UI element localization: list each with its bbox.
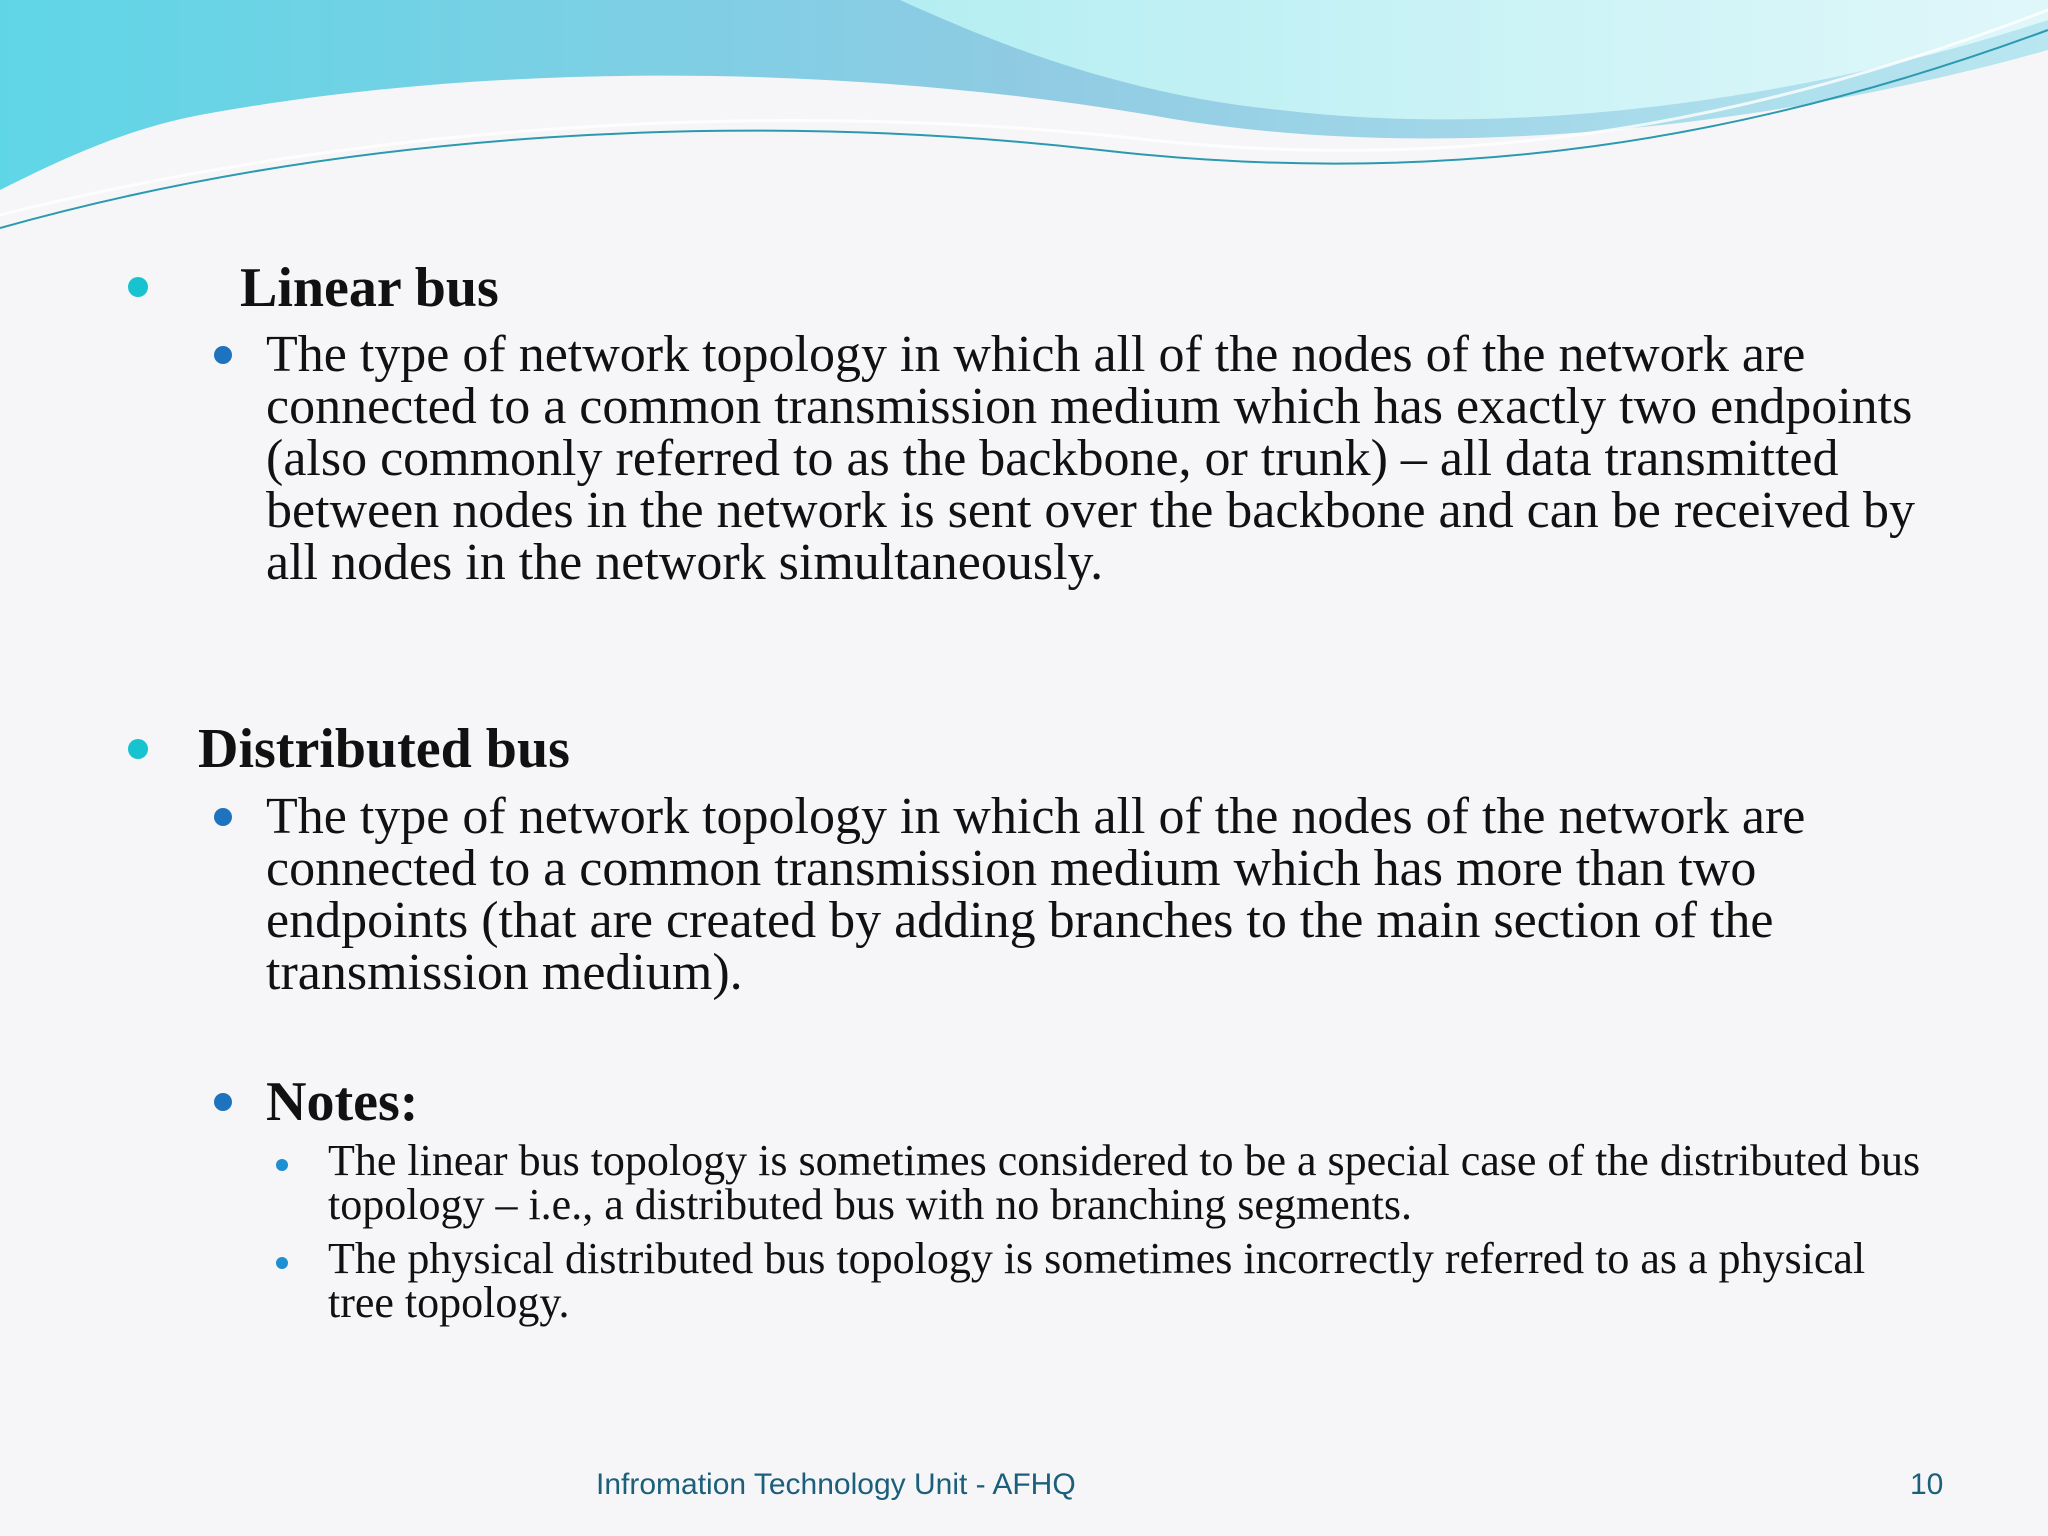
note-item: The physical distributed bus topology is sometimes incorrectly referred to as a physical tree topology. xyxy=(328,1234,1866,1327)
slide-page-number: 10 xyxy=(1910,1468,1944,1501)
bullet-dot-icon xyxy=(276,1159,288,1171)
distributed-bus-description: The type of network topology in which all of the nodes of the network are connected to a common transmission medium which has more than two endpoints (that are created by adding branches to the main section of the transmission medium). xyxy=(266,788,1806,1001)
bullet-dot-icon xyxy=(214,808,232,826)
bullet-dot-icon xyxy=(214,346,232,364)
bullet-dot-icon xyxy=(214,1093,232,1111)
bullet-dot-icon xyxy=(276,1257,288,1269)
notes-heading: Notes: xyxy=(266,1071,419,1133)
bullet-dot-icon xyxy=(128,739,148,759)
footer-organization: Infromation Technology Unit - AFHQ xyxy=(596,1468,1076,1501)
bullet-dot-icon xyxy=(128,277,148,297)
section-heading-linear-bus: Linear bus xyxy=(240,257,499,319)
section-heading-distributed-bus: Distributed bus xyxy=(198,718,570,780)
linear-bus-description: The type of network topology in which all of the nodes of the network are connected to a common transmission medium which has exactly two endpoints (also commonly referred to as the backbone, or trunk) – all data transmitted between nodes in the network is sent over the backbone and can be received by all nodes in the network simultaneously. xyxy=(266,326,1915,591)
note-item: The linear bus topology is sometimes considered to be a special case of the distributed bus topology – i.e., a distributed bus with no branching segments. xyxy=(328,1136,1921,1229)
